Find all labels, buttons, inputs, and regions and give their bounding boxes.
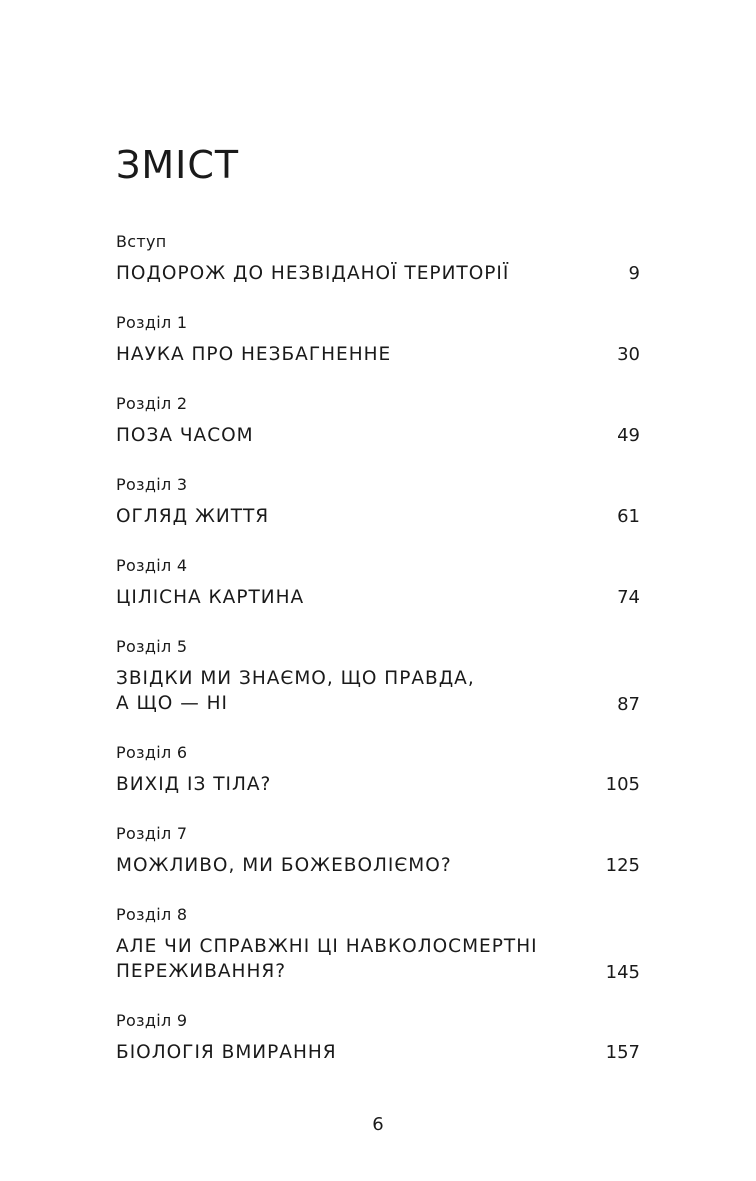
toc-entry[interactable]	[116, 742, 640, 823]
chapter-label: Розділ 4	[116, 556, 188, 575]
toc-entry[interactable]	[116, 474, 640, 555]
chapter-page-number: 87	[617, 694, 640, 715]
toc-entry[interactable]	[116, 1010, 640, 1091]
chapter-title: ПОЗА ЧАСОМ	[116, 425, 254, 446]
toc-entry[interactable]	[116, 823, 640, 904]
chapter-title: ЗВІДКИ МИ ЗНАЄМО, ЩО ПРАВДА, А ЩО — НІ	[116, 668, 475, 714]
chapter-label: Розділ 3	[116, 475, 188, 494]
chapter-page-number: 74	[617, 587, 640, 608]
chapter-label: Розділ 5	[116, 637, 188, 656]
page-number: 6	[372, 1114, 384, 1135]
chapter-title: НАУКА ПРО НЕЗБАГНЕННЕ	[116, 344, 392, 365]
chapter-page-number: 145	[605, 962, 640, 983]
table-of-contents	[116, 231, 640, 1091]
chapter-title: ОГЛЯД ЖИТТЯ	[116, 506, 270, 527]
chapter-page-number: 157	[605, 1042, 640, 1063]
toc-entry[interactable]	[116, 555, 640, 636]
chapter-page-number: 49	[617, 425, 640, 446]
toc-entry[interactable]	[116, 636, 640, 742]
chapter-title: ВИХІД ІЗ ТІЛА?	[116, 774, 272, 795]
chapter-page-number: 105	[605, 774, 640, 795]
chapter-label: Розділ 7	[116, 824, 188, 843]
chapter-label: Розділ 6	[116, 743, 188, 762]
chapter-title: ПОДОРОЖ ДО НЕЗВІДАНОЇ ТЕРИТОРІЇ	[116, 263, 510, 284]
chapter-page-number: 125	[605, 855, 640, 876]
toc-entry[interactable]	[116, 312, 640, 393]
chapter-label: Розділ 1	[116, 313, 188, 332]
chapter-page-number: 30	[617, 344, 640, 365]
toc-entry[interactable]	[116, 393, 640, 474]
chapter-title: МОЖЛИВО, МИ БОЖЕВОЛІЄМО?	[116, 855, 452, 876]
chapter-label: Вступ	[116, 232, 167, 251]
chapter-label: Розділ 8	[116, 905, 188, 924]
chapter-label: Розділ 9	[116, 1011, 188, 1030]
chapter-title: ЦІЛІСНА КАРТИНА	[116, 587, 305, 608]
toc-entry[interactable]	[116, 904, 640, 1010]
chapter-label: Розділ 2	[116, 394, 188, 413]
chapter-title: БІОЛОГІЯ ВМИРАННЯ	[116, 1042, 337, 1063]
chapter-page-number: 9	[628, 263, 640, 284]
page-title: ЗМІСТ	[116, 143, 240, 187]
toc-entry[interactable]	[116, 231, 640, 312]
chapter-page-number: 61	[617, 506, 640, 527]
chapter-title: АЛЕ ЧИ СПРАВЖНІ ЦІ НАВКОЛОСМЕРТНІ ПЕРЕЖИВАННЯ?	[116, 936, 538, 982]
